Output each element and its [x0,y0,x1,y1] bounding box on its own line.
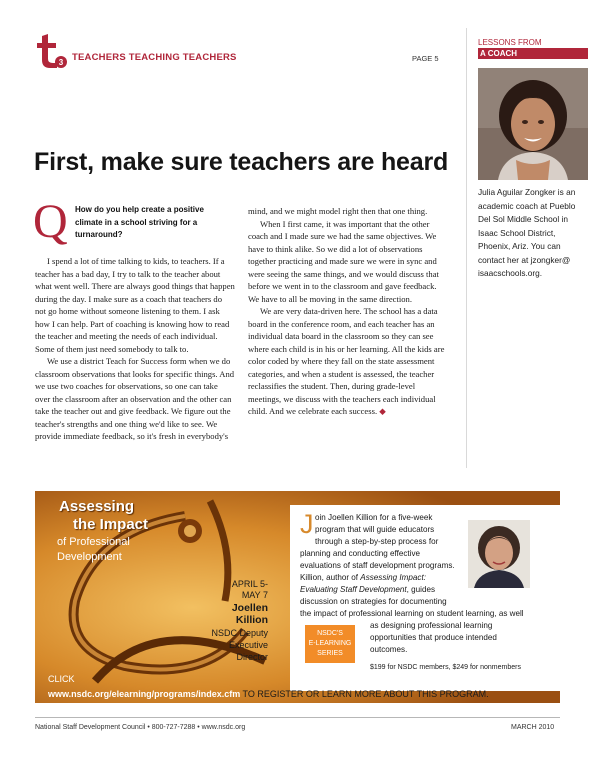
book-title-cont: Evaluating Staff Development [300,585,407,594]
article-headline: First, make sure teachers are heard [34,148,449,176]
section-label-bottom: A COACH [478,48,588,59]
ad-date-line: MAY 7 [241,590,268,600]
presenter-photo [468,520,530,588]
ad-title-line: of Professional [57,536,130,548]
section-label-top: LESSONS FROM [478,38,588,50]
elearning-series-badge [305,625,355,663]
series-title: TEACHERS TEACHING TEACHERS [72,52,237,63]
author-caption: Julia Aguilar Zongker is an academic coach at Pueblo Del Sol Middle School in Isaac School District, Phoenix, Ariz. You can contact her at jzongker@ isaacschools.org. [478,187,576,278]
question-drop-cap: Q [33,195,68,248]
ad-line: planning and conducting effective [300,549,420,558]
author-photo [478,68,588,180]
t3-logo-icon [32,33,68,69]
ad-presenter-name [195,602,268,626]
footer-publisher: National Staff Development Council • 800-727-7288 • www.nsdc.org [35,724,246,731]
ad-title-line: Assessing [59,498,135,515]
ad-url-suffix: TO REGISTER OR LEARN MORE ABOUT THIS PROGRAM. [240,689,489,699]
ad-drop-cap: J [300,509,314,539]
ad-registration-link[interactable] [48,689,489,699]
paragraph: I spend a lot of time talking to kids, to teachers. If a teacher has a bad day, I try to talk to the teacher about what went well. There are always good things that happen during the day. I make sure as a coach that teachers do not go home without someone listening to them. I ask how I can help. Part of coaching is knowing how to read the teacher and meeting the needs of each individual. Some of them just need somebody to talk to. [35,256,235,354]
interview-question: How do you help create a positive climate in a school striving for a turnaround? [75,205,204,239]
ad-role-line: NSDC Deputy [211,628,268,638]
ad-name-line: Killion [235,614,268,626]
ad-line: discussion on strategies for documenting [300,597,447,606]
ad-role-line: Director [236,652,268,662]
ad-role-line: Executive [228,640,268,650]
article-column-1 [35,255,235,443]
ad-presenter-role [155,627,268,663]
column-divider [466,28,467,468]
paragraph: mind, and we might model right then that one thing. [248,206,428,216]
ad-price: $199 for NSDC members, $249 for nonmembers [370,664,521,671]
ad-url[interactable]: www.nsdc.org/elearning/programs/index.cfm [48,689,241,699]
ad-title-line: the Impact [73,516,149,533]
paragraph [248,305,448,418]
ad-click-label: CLICK [48,674,75,684]
logo-sub-text: 3 [58,58,64,67]
end-mark-icon: ◆ [379,406,386,416]
ad-line-text: Killion, author of [300,573,361,582]
ad-line: the impact of professional learning on student learning, as well [300,609,524,618]
elearning-advertisement[interactable] [35,491,560,703]
ad-line: oin Joellen Killion for a five-week [315,513,433,522]
ad-title-line: Development [57,551,122,563]
ad-date-line: APRIL 5- [231,579,268,589]
ad-dates [198,579,268,601]
footer-issue-date: MARCH 2010 [511,724,555,731]
ad-line: evaluations of staff development programs. [300,561,455,570]
paragraph-text: We are very data-driven here. The school has a data board in the conference room, and each teacher has an individual data board in the classroom so they can see where each child is in his or her learning. All the kids are color coded by where they fall on the state assessment categories, and when a student is assessed, the teacher reclassifies the student. Then, during grade-level meetings, we discuss with the teachers each individual child. And we celebrate each success. [248,306,445,416]
ad-line-text: , guides [406,585,435,594]
badge-line: E-LEARNING [308,640,352,647]
badge-line: SERIES [317,650,343,657]
ad-name-line: Joellen [231,602,268,614]
article-column-2 [248,205,448,418]
ad-line: outcomes. [370,645,408,654]
ad-line: program that will guide educators [315,525,435,534]
paragraph: When I first came, it was important that the other coach and I made sure we had the same objectives. We have to think alike. So we did a lot of observations together practicing and made sure we were in sync and were seeing the same things, and we would discuss that before we went in to the classroom and gave feedback. We have to all be moving in the same direction. [248,218,439,304]
footer-rule [35,717,560,718]
book-title: Assessing Impact: [360,573,426,582]
page-number: PAGE 5 [412,54,439,63]
ad-line: opportunities that produce intended [370,633,497,642]
badge-line: NSDC'S [317,630,343,637]
ad-line: through a step-by-step process for [315,537,439,546]
ad-line: as designing professional learning [370,621,493,630]
paragraph: We use a district Teach for Success form when we do classroom observations that looks for specific things. And we use two coaches for observations, so one can take over the classroom after an observation and the other can take the teacher out and give feedback. We figure out the teacher's strengths and one thing we'd like to see. We provide immediate feedback, so it's fresh in everybody's [35,356,235,441]
